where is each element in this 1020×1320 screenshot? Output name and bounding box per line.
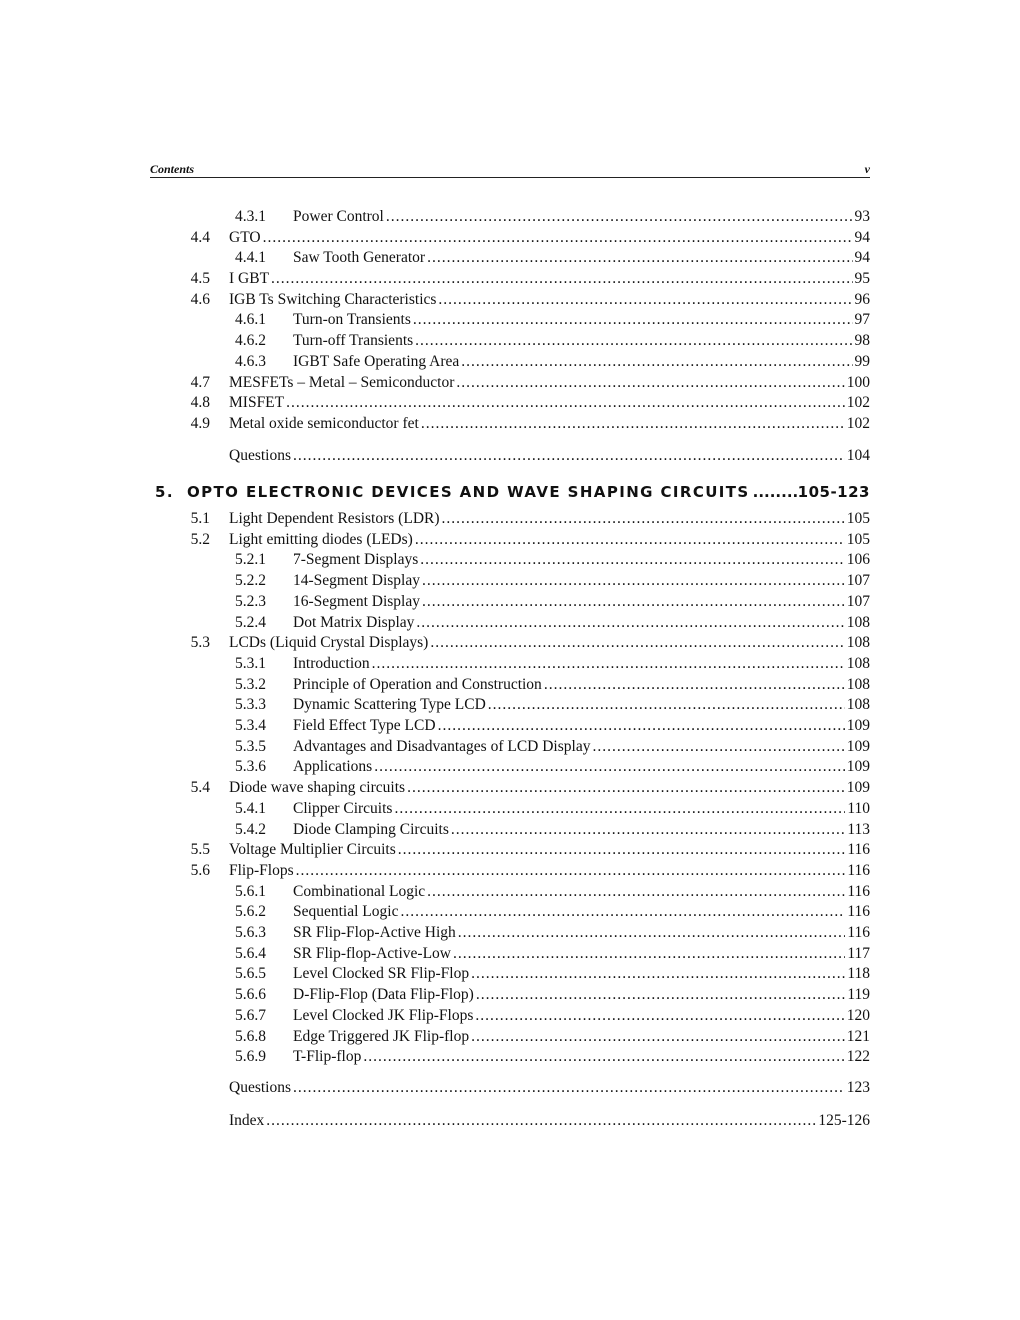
toc-entry bbox=[0, 902, 870, 922]
entry-line bbox=[293, 550, 870, 570]
entry-page: 119 bbox=[847, 986, 870, 1004]
entry-title: Saw Tooth Generator bbox=[293, 249, 426, 266]
leader-dots bbox=[372, 654, 845, 674]
entry-number: 5.3.1 bbox=[235, 654, 266, 672]
toc-entry bbox=[0, 530, 870, 550]
entry-number: 4.6.1 bbox=[235, 311, 266, 328]
leader-dots bbox=[293, 1078, 845, 1098]
entry-number: 5.6.6 bbox=[235, 986, 266, 1004]
entry-page: 120 bbox=[846, 1006, 870, 1024]
entry-page: 117 bbox=[847, 944, 870, 962]
entry-number: 5.4.2 bbox=[235, 820, 266, 838]
toc-entry bbox=[0, 1111, 870, 1131]
entry-title: Flip-Flops bbox=[229, 861, 294, 879]
entry-page: 109 bbox=[846, 717, 870, 734]
toc-entry bbox=[0, 228, 870, 248]
entry-line bbox=[293, 592, 870, 612]
entry-number: 5.3.3 bbox=[235, 696, 266, 714]
toc-entry bbox=[0, 571, 870, 591]
toc-entry bbox=[0, 654, 870, 674]
entry-number: 4.6.3 bbox=[235, 353, 266, 370]
toc-entry bbox=[0, 331, 870, 351]
leader-dots bbox=[263, 228, 853, 248]
entry-title: Dynamic Scattering Type LCD bbox=[293, 696, 486, 714]
toc-entry bbox=[0, 446, 870, 466]
toc-entry bbox=[0, 1047, 870, 1067]
entry-number: 5.4 bbox=[190, 779, 210, 797]
toc-entry bbox=[0, 820, 870, 840]
entry-title: Level Clocked JK Flip-Flops bbox=[293, 1006, 474, 1024]
entry-line bbox=[293, 675, 870, 695]
entry-title: Advantages and Disadvantages of LCD Display bbox=[293, 737, 591, 755]
leader-dots bbox=[544, 675, 845, 695]
entry-number: 5.6.8 bbox=[235, 1027, 266, 1045]
leader-dots bbox=[266, 1111, 816, 1131]
toc-entry bbox=[0, 985, 870, 1005]
entry-title: Combinational Logic bbox=[293, 882, 426, 900]
entry-number: 5.3.4 bbox=[235, 717, 266, 734]
entry-title: Questions bbox=[229, 447, 291, 464]
entry-title: Light Dependent Resistors (LDR) bbox=[229, 510, 440, 527]
entry-page: 116 bbox=[847, 882, 870, 900]
entry-title: Power Control bbox=[293, 208, 384, 225]
leader-dots bbox=[471, 964, 845, 984]
entry-title: Clipper Circuits bbox=[293, 799, 393, 817]
entry-page: 109 bbox=[846, 779, 870, 797]
entry-number: 5.2.4 bbox=[235, 613, 266, 631]
entry-line bbox=[293, 820, 870, 840]
entry-line bbox=[229, 1111, 870, 1131]
toc-entry bbox=[0, 509, 870, 529]
leader-dots bbox=[386, 207, 853, 227]
toc-entry bbox=[0, 290, 870, 310]
entry-number: 5.1 bbox=[190, 510, 210, 527]
leader-dots bbox=[271, 269, 852, 289]
entry-number: 4.3.1 bbox=[235, 208, 266, 225]
leader-dots bbox=[398, 840, 846, 860]
entry-line bbox=[293, 207, 870, 227]
toc-entry bbox=[0, 778, 870, 798]
entry-number: 5.2 bbox=[190, 530, 210, 548]
entry-page: 105 bbox=[846, 510, 870, 527]
entry-line bbox=[293, 613, 870, 633]
entry-title: Field Effect Type LCD bbox=[293, 717, 436, 734]
leader-dots bbox=[456, 373, 844, 393]
entry-number: 4.6.2 bbox=[235, 332, 266, 349]
entry-page: 109 bbox=[846, 737, 870, 755]
entry-page: 99 bbox=[854, 353, 870, 370]
chapter-pages: 105-123 bbox=[797, 483, 870, 501]
entry-line bbox=[293, 331, 870, 351]
entry-title: Diode Clamping Circuits bbox=[293, 820, 449, 838]
entry-page: 108 bbox=[846, 634, 870, 652]
entry-number: 5.2.3 bbox=[235, 592, 266, 610]
entry-line bbox=[293, 923, 870, 943]
entry-page: 107 bbox=[846, 592, 870, 610]
entry-page: 96 bbox=[854, 291, 870, 308]
toc-entry bbox=[0, 393, 870, 413]
entry-number: 5.3.6 bbox=[235, 758, 266, 776]
entry-number: 5.3.5 bbox=[235, 737, 266, 755]
entry-page: 100 bbox=[846, 374, 870, 391]
toc-entry bbox=[0, 207, 870, 227]
entry-page: 102 bbox=[846, 394, 870, 411]
leader-dots bbox=[420, 550, 844, 570]
chapter-heading bbox=[155, 481, 870, 503]
leader-dots bbox=[407, 778, 845, 798]
entry-page: 108 bbox=[846, 654, 870, 672]
entry-number: 5.6.4 bbox=[235, 944, 266, 962]
entry-line bbox=[229, 530, 870, 550]
entry-title: Level Clocked SR Flip-Flop bbox=[293, 965, 470, 983]
leader-dots bbox=[400, 902, 845, 922]
entry-number: 4.7 bbox=[190, 374, 210, 391]
entry-number: 5.5 bbox=[190, 841, 210, 859]
entry-line bbox=[293, 985, 870, 1005]
entry-number: 4.4 bbox=[190, 229, 210, 246]
entry-title: D-Flip-Flop (Data Flip-Flop) bbox=[293, 986, 474, 1004]
toc-entry bbox=[0, 923, 870, 943]
entry-page: 94 bbox=[854, 229, 870, 246]
entry-number: 4.8 bbox=[190, 394, 210, 411]
entry-title: Diode wave shaping circuits bbox=[229, 779, 406, 797]
toc-entry bbox=[0, 310, 870, 330]
entry-page: 93 bbox=[854, 208, 870, 225]
entry-page: 121 bbox=[846, 1027, 870, 1045]
entry-title: Introduction bbox=[293, 654, 370, 672]
entry-title: Voltage Multiplier Circuits bbox=[229, 841, 396, 859]
entry-line bbox=[229, 393, 870, 413]
toc-entry bbox=[0, 964, 870, 984]
entry-number: 5.6.7 bbox=[235, 1006, 266, 1024]
header-page-number: v bbox=[864, 162, 870, 176]
leader-dots bbox=[293, 446, 845, 466]
entry-title: Turn-off Transients bbox=[293, 332, 414, 349]
entry-line bbox=[229, 840, 870, 860]
entry-line bbox=[293, 716, 870, 736]
entry-title: SR Flip-flop-Active-Low bbox=[293, 944, 451, 962]
entry-title: T-Flip-flop bbox=[293, 1048, 362, 1066]
toc-entry bbox=[0, 1027, 870, 1047]
leader-dots bbox=[476, 985, 845, 1005]
entry-number: 5.6.1 bbox=[235, 882, 266, 900]
leader-dots bbox=[461, 352, 852, 372]
entry-title: Metal oxide semiconductor fet bbox=[229, 415, 419, 432]
toc-entry bbox=[0, 352, 870, 372]
entry-number: 5.2.1 bbox=[235, 551, 266, 569]
entry-page: 104 bbox=[846, 447, 870, 464]
entry-title: Sequential Logic bbox=[293, 903, 399, 921]
leader-dots bbox=[413, 310, 853, 330]
toc-entry bbox=[0, 882, 870, 902]
leader-dots bbox=[451, 820, 845, 840]
toc-entry bbox=[0, 1078, 870, 1098]
leader-dots bbox=[422, 592, 845, 612]
entry-page: 109 bbox=[846, 758, 870, 776]
entry-page: 108 bbox=[846, 675, 870, 693]
leader-dots bbox=[363, 1047, 844, 1067]
entry-page: 116 bbox=[847, 841, 870, 859]
entry-line bbox=[293, 695, 870, 715]
leader-dots bbox=[453, 944, 845, 964]
entry-line bbox=[293, 1027, 870, 1047]
entry-page: 105 bbox=[846, 530, 870, 548]
toc-entry bbox=[0, 633, 870, 653]
toc-entry bbox=[0, 613, 870, 633]
entry-title: 14-Segment Display bbox=[293, 572, 420, 590]
leader-dots bbox=[592, 737, 844, 757]
leader-dots bbox=[427, 248, 852, 268]
leader-dots bbox=[438, 290, 852, 310]
leader-dots bbox=[471, 1027, 845, 1047]
toc-entry bbox=[0, 716, 870, 736]
entry-line bbox=[293, 1006, 870, 1026]
entry-number: 5.4.1 bbox=[235, 799, 266, 817]
leader-dots bbox=[488, 695, 845, 715]
toc-entry bbox=[0, 414, 870, 434]
entry-line bbox=[293, 248, 870, 268]
entry-number: 5.6.5 bbox=[235, 965, 266, 983]
entry-title: Applications bbox=[293, 758, 373, 776]
entry-number: 5.6 bbox=[190, 861, 210, 879]
entry-title: 7-Segment Displays bbox=[293, 551, 419, 569]
entry-page: 98 bbox=[854, 332, 870, 349]
leader-dots bbox=[438, 716, 845, 736]
entry-page: 102 bbox=[846, 415, 870, 432]
entry-title: Edge Triggered JK Flip-flop bbox=[293, 1027, 470, 1045]
entry-number: 5.6.2 bbox=[235, 903, 266, 921]
entry-number: 4.4.1 bbox=[235, 249, 266, 266]
entry-line bbox=[293, 737, 870, 757]
entry-title: Turn-on Transients bbox=[293, 311, 411, 328]
toc-entry bbox=[0, 737, 870, 757]
entry-line bbox=[229, 861, 870, 881]
entry-title: Questions bbox=[229, 1079, 291, 1096]
entry-page: 94 bbox=[854, 249, 870, 266]
leader-dots bbox=[415, 530, 845, 550]
leader-dots bbox=[416, 613, 844, 633]
toc-entry bbox=[0, 799, 870, 819]
entry-page: 108 bbox=[846, 696, 870, 714]
entry-page: 95 bbox=[854, 270, 870, 287]
entry-number: 5.6.9 bbox=[235, 1048, 266, 1066]
entry-page: 108 bbox=[846, 613, 870, 631]
leader-dots bbox=[286, 393, 845, 413]
entry-line bbox=[229, 290, 870, 310]
entry-page: 113 bbox=[847, 820, 870, 838]
leader-dots bbox=[753, 481, 798, 503]
entry-line bbox=[293, 882, 870, 902]
entry-line bbox=[229, 446, 870, 466]
entry-title: MESFETs – Metal – Semiconductor bbox=[229, 374, 455, 391]
entry-line bbox=[293, 310, 870, 330]
entry-page: 118 bbox=[847, 965, 870, 983]
entry-number: 4.9 bbox=[190, 415, 210, 432]
toc-entry bbox=[0, 248, 870, 268]
entry-line bbox=[293, 902, 870, 922]
entry-line bbox=[293, 571, 870, 591]
toc-entry bbox=[0, 1006, 870, 1026]
toc-entry bbox=[0, 373, 870, 393]
entry-page: 106 bbox=[846, 551, 870, 569]
entry-page: 123 bbox=[846, 1079, 870, 1096]
entry-line bbox=[229, 269, 870, 289]
toc-entry bbox=[0, 861, 870, 881]
entry-line bbox=[293, 964, 870, 984]
leader-dots bbox=[442, 509, 845, 529]
entry-page: 125-126 bbox=[818, 1112, 870, 1129]
entry-page: 97 bbox=[854, 311, 870, 328]
toc-entry bbox=[0, 757, 870, 777]
entry-title: Dot Matrix Display bbox=[293, 613, 415, 631]
leader-dots bbox=[374, 757, 845, 777]
chapter-title: OPTO ELECTRONIC DEVICES AND WAVE SHAPING CIRCUITS bbox=[187, 483, 750, 501]
entry-number: 5.2.2 bbox=[235, 572, 266, 590]
entry-title: IGB Ts Switching Characteristics bbox=[229, 291, 437, 308]
entry-title: Light emitting diodes (LEDs) bbox=[229, 530, 413, 548]
toc-entry bbox=[0, 675, 870, 695]
toc-entry bbox=[0, 269, 870, 289]
entry-line bbox=[229, 1078, 870, 1098]
entry-line bbox=[293, 1047, 870, 1067]
entry-page: 116 bbox=[847, 903, 870, 921]
leader-dots bbox=[458, 923, 846, 943]
leader-dots bbox=[415, 331, 852, 351]
leader-dots bbox=[394, 799, 845, 819]
entry-number: 4.6 bbox=[190, 291, 210, 308]
leader-dots bbox=[422, 571, 845, 591]
entry-line bbox=[229, 633, 870, 653]
entry-title: SR Flip-Flop-Active High bbox=[293, 924, 456, 941]
entry-title: MISFET bbox=[229, 394, 285, 411]
entry-line bbox=[229, 228, 870, 248]
entry-line bbox=[293, 799, 870, 819]
entry-title: Index bbox=[229, 1112, 265, 1129]
chapter-number: 5. bbox=[155, 483, 174, 501]
entry-line bbox=[229, 414, 870, 434]
entry-line bbox=[229, 509, 870, 529]
entry-line bbox=[229, 373, 870, 393]
toc-entry bbox=[0, 695, 870, 715]
toc-entry bbox=[0, 592, 870, 612]
leader-dots bbox=[421, 414, 845, 434]
entry-title: Principle of Operation and Construction bbox=[293, 675, 542, 693]
leader-dots bbox=[430, 633, 844, 653]
entry-number: 4.5 bbox=[190, 270, 210, 287]
entry-line bbox=[293, 352, 870, 372]
leader-dots bbox=[427, 882, 845, 902]
entry-line bbox=[293, 654, 870, 674]
entry-title: IGBT Safe Operating Area bbox=[293, 353, 460, 370]
entry-line bbox=[229, 778, 870, 798]
toc-entry bbox=[0, 550, 870, 570]
entry-page: 110 bbox=[847, 799, 870, 817]
leader-dots bbox=[296, 861, 846, 881]
leader-dots bbox=[475, 1006, 844, 1026]
entry-line bbox=[293, 757, 870, 777]
toc-entry bbox=[0, 944, 870, 964]
entry-line bbox=[293, 944, 870, 964]
entry-title: GTO bbox=[229, 229, 261, 246]
entry-title: 16-Segment Display bbox=[293, 592, 420, 610]
entry-number: 5.3 bbox=[190, 634, 210, 652]
entry-page: 116 bbox=[847, 924, 870, 941]
header-title: Contents bbox=[150, 162, 195, 176]
entry-page: 122 bbox=[846, 1048, 870, 1066]
entry-page: 116 bbox=[847, 861, 870, 879]
entry-page: 107 bbox=[846, 572, 870, 590]
entry-number: 5.3.2 bbox=[235, 675, 266, 693]
toc-entry bbox=[0, 840, 870, 860]
entry-title: I GBT bbox=[229, 270, 270, 287]
entry-title: LCDs (Liquid Crystal Displays) bbox=[229, 634, 429, 652]
entry-number: 5.6.3 bbox=[235, 924, 266, 941]
